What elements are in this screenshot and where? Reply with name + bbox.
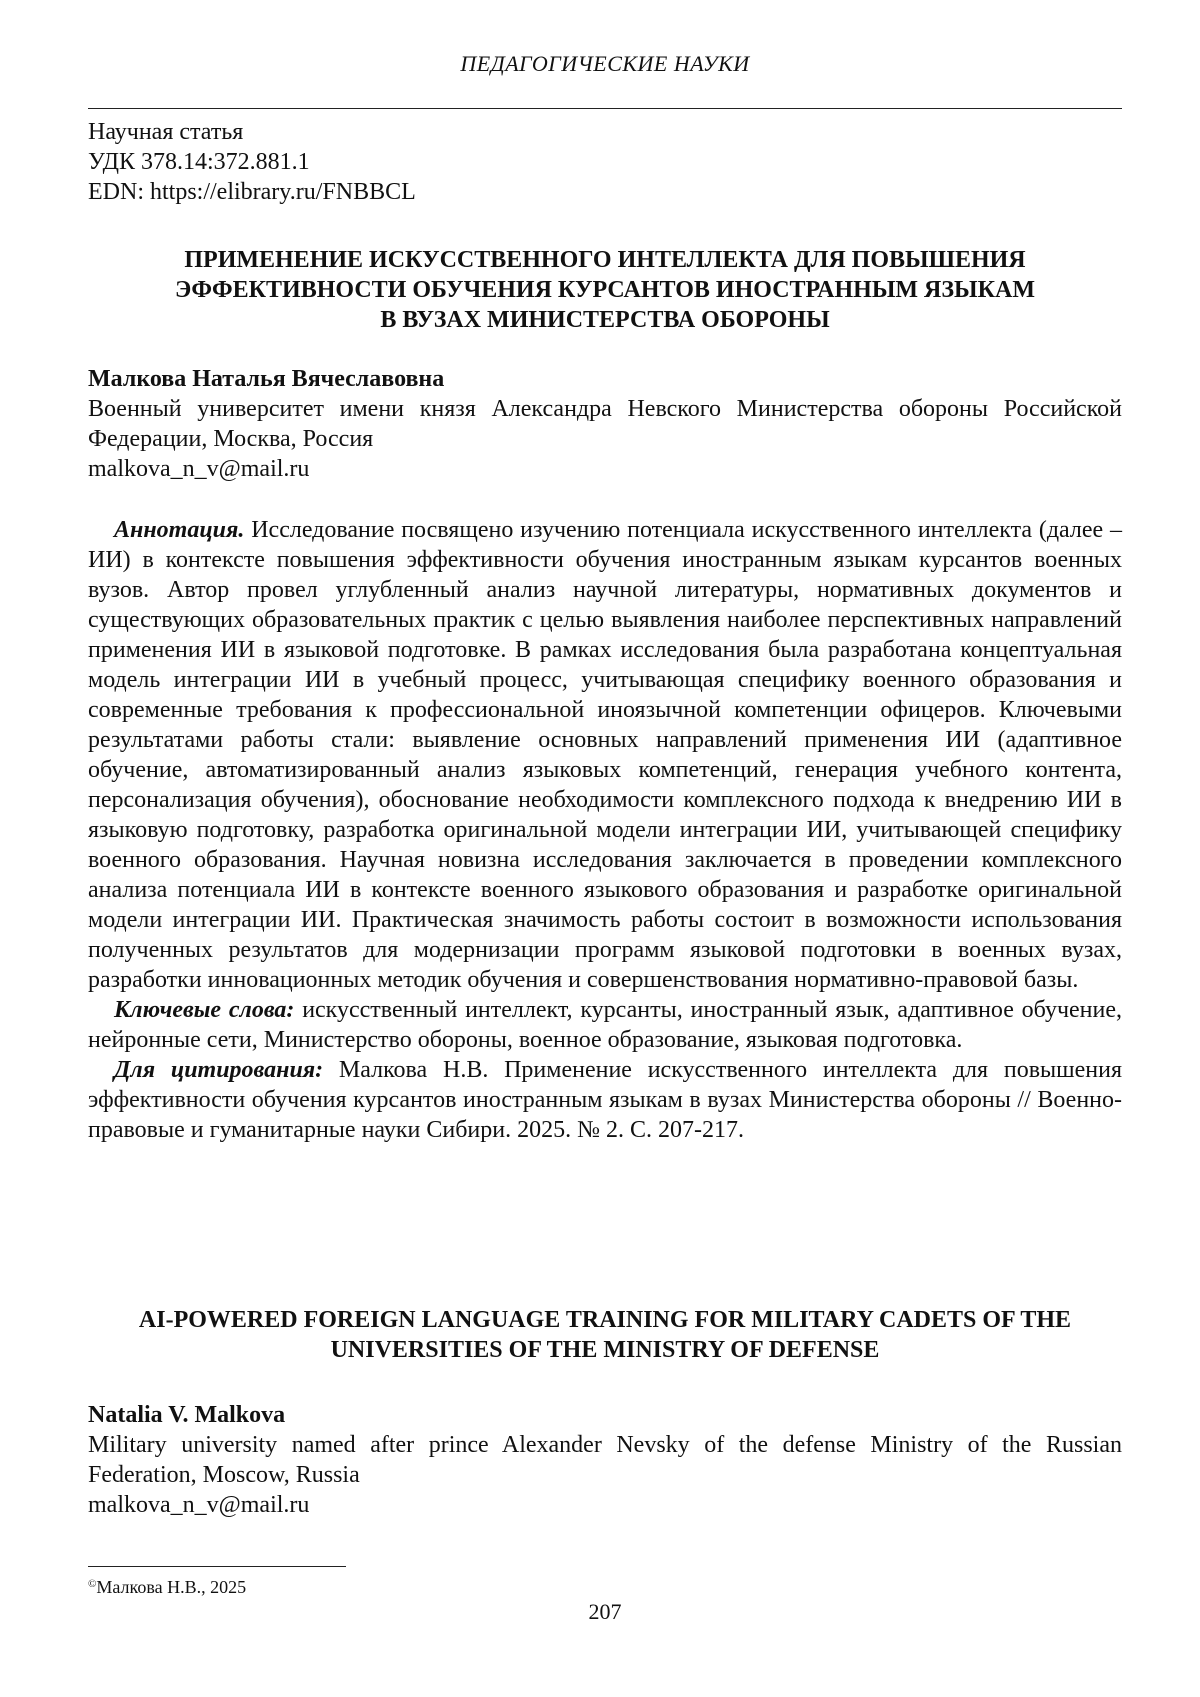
title-line: В ВУЗАХ МИНИСТЕРСТВА ОБОРОНЫ xyxy=(380,307,830,333)
abstract-text: Исследование посвящено изучению потенциала искусственного интеллекта (далее – ИИ) в контексте повышения эффективности обучения иностранным языкам курсантов военных вузов. Автор провел углубленный анализ научной литературы, нормативных документов и существующих образовательных практик с целью выявления наиболее перспективных направлений применения ИИ в языковой подготовке. В рамках исследования была разработана концептуальная модель интеграции ИИ в учебный процесс, учитывающая специфику военного образования и современные требования к профессиональной иноязычной компетенции офицеров. Ключевыми результатами работы стали: выявление основных направлений применения ИИ (адаптивное обучение, автоматизированный анализ языковых компетенций, генерация учебного контента, персонализация обучения), обоснование необходимости комплексного подхода к внедрению ИИ в языковую подготовку, разработка оригинальной модели интеграции ИИ, учитывающей специфику военного образования. Научная новизна исследования заключается в проведении комплексного анализа потенциала ИИ в контексте военного языкового образования и разработке оригинальной модели интеграции ИИ. Практическая значимость работы состоит в возможности использования полученных результатов для модернизации программ языковой подготовки в военных вузах, разработки инновационных методик обучения и совершенствования нормативно-правовой базы. xyxy=(88,517,1123,993)
author-block-en xyxy=(88,1400,1122,1520)
author-affiliation-en: Military university named after prince Alexander Nevsky of the defense Ministry of the Russian Federation, Moscow, Russia xyxy=(88,1432,1122,1488)
author-email-en[interactable]: malkova_n_v@mail.ru xyxy=(88,1492,310,1518)
title-line: ПРИМЕНЕНИЕ ИСКУССТВЕННОГО ИНТЕЛЛЕКТА ДЛЯ ПОВЫШЕНИЯ xyxy=(184,247,1026,273)
abstract-label: Аннотация. xyxy=(114,517,245,543)
author-affiliation: Военный университет имени князя Александра Невского Министерства обороны Российской Федерации, Москва, Россия xyxy=(88,396,1122,452)
author-name: Малкова Наталья Вячеславовна xyxy=(88,366,445,392)
citation-text: Малкова Н.В. Применение искусственного интеллекта для повышения эффективности обучения курсантов иностранным языкам в вузах Министерства обороны // Военно-правовые и гуманитарные науки Сибири. 2025. № 2. С. 207-217. xyxy=(88,1057,1123,1143)
abstract-section xyxy=(88,515,1122,1145)
title-line: AI-POWERED FOREIGN LANGUAGE TRAINING FOR MILITARY CADETS OF THE xyxy=(138,1307,1072,1333)
author-block-ru xyxy=(88,364,1122,484)
abstract-paragraph xyxy=(88,515,1122,995)
title-line: ЭФФЕКТИВНОСТИ ОБУЧЕНИЯ КУРСАНТОВ ИНОСТРАННЫМ ЯЗЫКАМ xyxy=(174,277,1035,303)
keywords-label: Ключевые слова: xyxy=(114,997,295,1023)
footnote-text: Малкова Н.В., 2025 xyxy=(96,1577,247,1597)
article-meta xyxy=(88,117,1122,207)
page-number: 207 xyxy=(588,1599,622,1624)
keywords-paragraph xyxy=(88,995,1122,1055)
running-header: ПЕДАГОГИЧЕСКИЕ НАУКИ xyxy=(460,51,750,76)
udc-code: УДК 378.14:372.881.1 xyxy=(88,149,310,175)
copyright-mark: © xyxy=(88,1578,97,1590)
article-title-ru xyxy=(88,245,1122,335)
keywords-text: искусственный интеллект, курсанты, иностранный язык, адаптивное обучение, нейронные сети, Министерство обороны, военное образование, языковая подготовка. xyxy=(88,997,1123,1053)
edn-link[interactable]: EDN: https://elibrary.ru/FNBBCL xyxy=(88,179,416,205)
footnote-divider xyxy=(88,1566,346,1567)
citation-label: Для цитирования: xyxy=(114,1057,324,1083)
author-email[interactable]: malkova_n_v@mail.ru xyxy=(88,456,310,482)
article-type: Научная статья xyxy=(88,119,244,145)
article-title-en xyxy=(88,1305,1122,1365)
copyright-footnote xyxy=(88,1572,246,1599)
title-line: UNIVERSITIES OF THE MINISTRY OF DEFENSE xyxy=(330,1337,880,1363)
author-name-en: Natalia V. Malkova xyxy=(88,1402,286,1428)
header-divider xyxy=(88,108,1122,109)
citation-paragraph xyxy=(88,1055,1122,1145)
